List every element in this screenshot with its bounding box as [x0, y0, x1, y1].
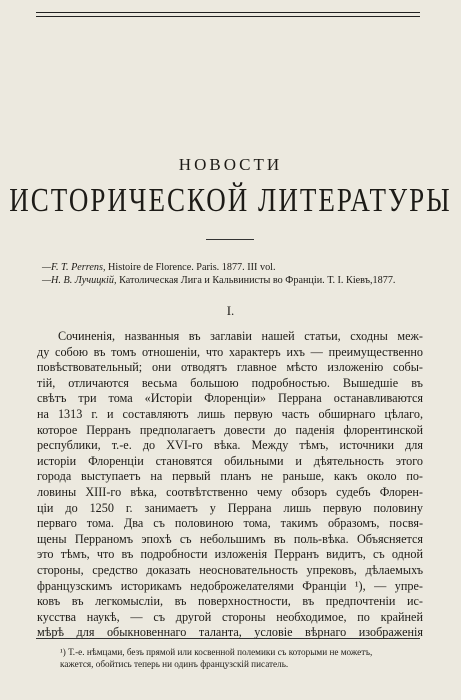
reference-text: Histoire de Florence. Paris. 1877. III vol. — [105, 262, 276, 273]
footnote-line: ¹) Т.-е. нѣмцами, безъ прямой или косвенной полемики съ которыми не можетъ, — [60, 647, 373, 657]
body-paragraph — [37, 329, 423, 641]
body-line: это тѣмъ, что въ подробности изложенія Перранъ видитъ, съ одной — [37, 547, 423, 562]
body-line: ловины XIII-го вѣка, соотвѣтственно чему обзоръ судебъ Флорен- — [37, 484, 423, 499]
body-line: тій, отличаются весьма большою подробностью. Вышедшіе въ — [37, 375, 423, 390]
body-line: перваго тома. Два съ половиною тома, такимъ образомъ, посвя- — [37, 516, 423, 531]
body-line: исторіи Флоренціи становятся обильными и дѣятельность этого — [37, 453, 423, 468]
reference-author: —F. T. Perrens, — [42, 262, 106, 273]
body-line: ду собою въ томъ отношеніи, что характеръ ихъ — преимущественно — [37, 344, 423, 359]
body-line: свѣтъ три тома «Исторіи Флоренціи» Перрана останавливаются — [37, 391, 423, 406]
footnote-divider — [36, 638, 420, 639]
body-line: города выступаетъ на первый планъ не раньше, какъ около по- — [37, 469, 423, 484]
reference-author: —Н. В. Лучицкій, — [42, 275, 117, 286]
header-rule-thin — [36, 16, 420, 17]
footnote-line: кажется, обойтись теперь ни одинъ французскій писатель. — [60, 659, 289, 669]
reference-text: Католическая Лига и Кальвинисты во Франціи. Т. I. Кіевъ,1877. — [116, 275, 396, 286]
body-line: ковъ въ легкомысліи, въ поверхностности, въ предпочтеніи ис- — [37, 594, 423, 609]
body-line: ціи до 1250 г. занимаетъ у Перрана лишь первую половину — [37, 500, 423, 515]
header-rule-thick — [36, 12, 420, 13]
reference-line — [42, 274, 432, 287]
reference-line — [42, 261, 432, 274]
body-line: которое Перранъ предполагаетъ довести до паденія флорентинской — [37, 422, 423, 437]
title-small: НОВОСТИ — [178, 155, 283, 174]
body-line: мѣрѣ для обыкновеннаго таланта, условіе вѣрнаго изображенія — [37, 625, 423, 640]
body-line: кусства наукѣ, — съ другой стороны необходимое, по крайней — [37, 609, 423, 624]
body-line: Сочиненія, названныя въ заглавіи нашей статьи, сходны меж- — [58, 329, 423, 343]
body-line: республики, т.-е. до XVI-го вѣка. Между тѣмъ, источники для — [37, 438, 423, 453]
references-block — [42, 261, 432, 287]
footnote — [60, 646, 420, 670]
body-line: щены Перраномъ эпохѣ съ небольшимъ въ поль-вѣка. Объясняется — [37, 531, 423, 546]
title-divider — [206, 239, 254, 240]
body-line: повѣствовательный; они отводятъ главное мѣсто изложенію собы- — [37, 360, 423, 375]
section-number: I. — [226, 303, 235, 318]
title-large: ИСТОРИЧЕСКОЙ ЛИТЕРАТУРЫ — [9, 181, 452, 219]
body-line: на 1313 г. и составляютъ лишь первую часть обширнаго цѣлаго, — [37, 406, 423, 421]
body-line: стороны, средство доказать неосновательность упрековъ, дѣлаемыхъ — [37, 562, 423, 577]
body-line: французскимъ историкамъ недоброжелателями Франціи ¹), — упре- — [37, 578, 423, 593]
